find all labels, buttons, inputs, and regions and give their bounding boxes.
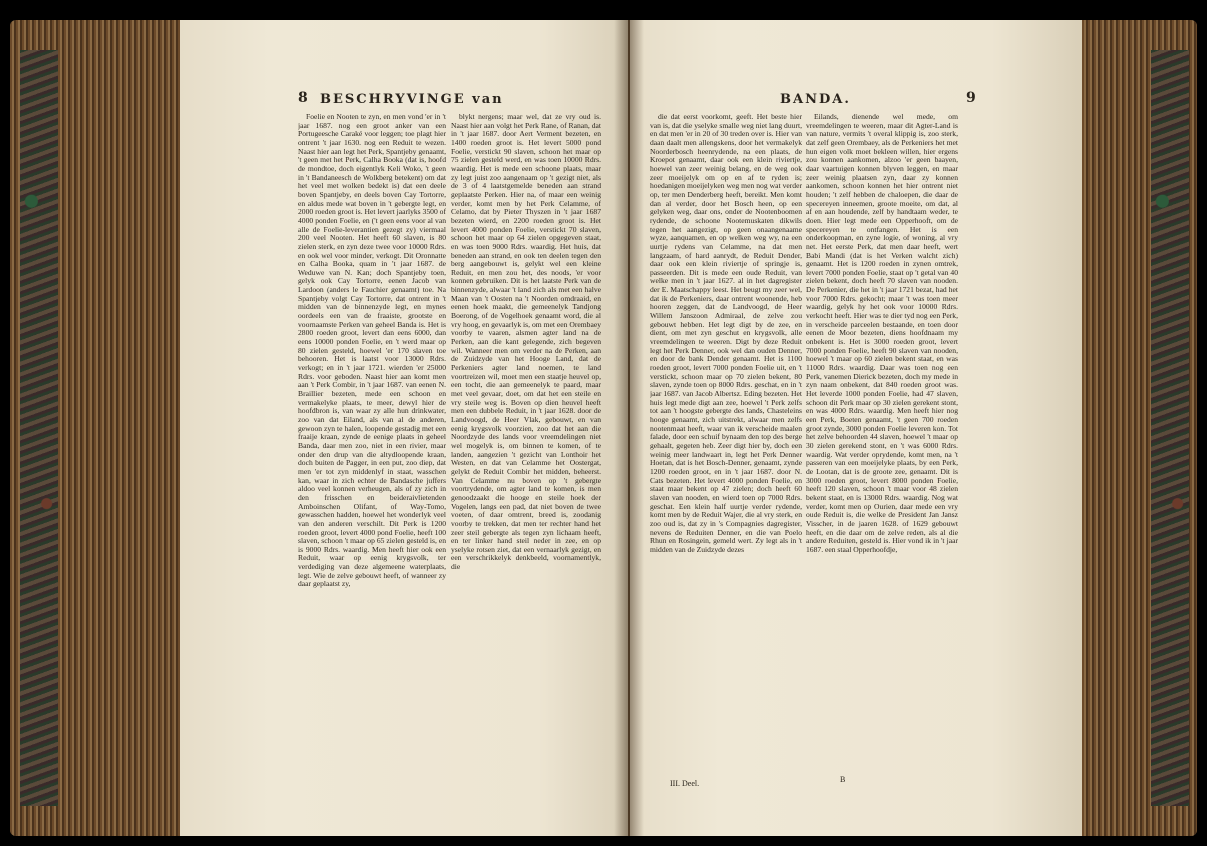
- text-column-2: [806, 113, 958, 778]
- column-text: blykt nergens; maar wel, dat ze vry oud is. Naast hier aan volgt het Perk Rane, of Ranan, dat in 't jaar 1687. door Aert Verment bezeten, en 1400 roeden groot is. Het levert 5000 pond Foelie, verstickt 90 slaven, schoon het maar op 75 zielen gesteld werd, en was toen 10000 Rdrs. waardig. Het is mede een schoone plaats, maar zy legt juist zoo aangenaam op 't gezigt niet, als de 3 of 4 laatstgemelde beneden aan strand geplaatste Perken. Hier na, of maar een weinig verder, komt men by het Perk Celamme, of Celamo, dat by Pieter Thyszen in 't jaar 1687 bezeten wierd, en 2200 roeden groot is. Het levert 4000 ponden Foelie, verstickt 70 slaven, schoon het maar op 64 zielen opgegeven staat, en was toen 9000 Rdrs. waardig. Het huis, dat beneden aan strand, en ook ten deelen tegen den berg aangebouwt is, gelykt wel een kleine Reduit, en men zou het, des noods, 'er voor konnen gebruiken. Dit is het laatste Perk van de binnenzyde, alwaar 't land zich als met een halve Maan van 't Oosten na 't Noorden omdraaid, en eenen hoek maakt, die gemeenelyk Tandjong Boerong, of de Vogelhoek genaamt word, die al vry hoog, en gevaarlyk is, om met een Orembaey voorby te vaaren, alsmen agter land na de Perken, aan die kant gelegende, zich begeven wil. Wanneer men om verder na de Perken, aan de Zuidzyde van het Hooge Land, dat de Perkeniers agter land noemen, te land voortreizen wil, moet men een staatje heuvel op, een tocht, die aan gemeenelyk te paard, maar met veel gevaar, doet, om dat het een steile en vry steile weg is. Boven op dien heuvel heeft men een dubbele Reduit, in 't jaar 1628. door de Landvoogd, de Heer Vlak, gebouwt, en van eenig krygsvolk voorzien, zoo dat het aan die Noordzyde des lands voor vreemdelingen niet wel mogelyk is, om binnen te komen, of te landen, aangezien 't gezicht van Lonthoir het Westen, en dat van Celamme het Oostergat, gelykt de Reduit Combir het midden, beheerst. Van Celamme nu boven op 't gebergte voortrydende, om agter land te komen, is men genoodzaakt die hooge en steile hoek der Vogelen, langs een pad, dat niet boven de twee voeten, of daar omtrent, breed is, zoodanig voorby te trekken, dat men ter rechter hand het zeer steil gebergte als tegen zyn lichaam heeft, en ter linker hand steil neder in zee, en op yselyke rotsen ziet, dat een vernaarlyk gezigt, en een verschrikkelyk denkbeeld, voornamentlyk, die: [451, 113, 601, 572]
- gathering-signature: B: [840, 775, 846, 784]
- right-page: [630, 20, 1082, 836]
- book-gutter: [614, 20, 644, 836]
- column-text: Foelie en Nooten te zyn, en men vond 'er in 't jaar 1687. nog een groot anker van een Portugeesche Caraké voor leggen; toe plagt hier ontrent 't jaar 1630. nog een Reduit te wezen. Naast hier aan legt het Perk, Spantjeby genaamt, 't geen met het Perk, Calha Booka (dat is, hoofd de mondtoe, doch eigentlyk Keli Woko, 't geen in 't Bandaneesch de Wolkberg betekent) om dat het veel met wolken bedekt is) dat een deele boven Spantjeby, en deels boven Cay Tortorre, en aldus mede wat boven in 't gebergte legt, en 2000 roeden groot is. Het levert jaarlyks 3500 of 4000 ponden Foelie, en ('t geen eens voor al van alle de Foelie-leverantien gezegt zy) viermaal 200 veel Nooten. Het heeft 60 slaven, is 80 zielen sterk, en zyn deze twee voor 10000 Rdrs. en ook wel voor minder, verkogt. Dit Oronnatte en Calha Booka, quam in 't jaar 1687. de Weduwe van N. Kan; doch Spantjeby toen, gelyk ook Cay Tortorre, eenen Jacob van Lardoon (anders le Fauchier genaamt) toe. Na Spantjeby volgt Cay Tortorre, dat ontrent in 't midden van de binnenzyde legt, en mynes oordeels een van de fraaiste, grootste en voornaamste Perken van geheel Banda is. Het is 2800 roeden groot, levert dan eens 6000, dan eens 10000 ponden Foelie, en 't werd maar op 80 zielen gesteld, hoewel 'er 170 slaven toe behooren. Het is laatst voor 13000 Rdrs. verkogt; en in 't jaar 1721. wierden 'er 25000 Rdrs. voor geboden. Naast hier aan komt men aan 't Perk Combir, in 't jaar 1687. van eenen N. Braillier bezeten, mede een schoon en vermakelyke plaats, te meer, dewyl hier de hoofdbron is, van waar zy alle hun drinkwater, zoo van dat Eiland, als van al de anderen, gewoon zyn te halen, loopende gestadig met een fraaije kraan, zynde de eenige plaats in geheel Banda, daar men zoo, niet in een rivier, maar onder den drup van die altydloopende kraan, doch buiten de Pagger, in een put, zoo diep, dat men 'er tot zyn middenlyf in staat, wasschen kan, waar in zich echter de Bandasche juffers aldoo veel konnen verheugen, als of zy zich in den frisschen en beideraivlietenden Amboinschen Olifant, of Way-Tomo, gewasschen hadden, hoewel het wonderlyk veel van den anderen verschilt. Dit Perk is 1200 roeden groot, levert 4000 pond Foelie, heeft 100 slaven, schoon 't maar op 65 zielen gesteld is, en is 9000 Rdrs. waardig. Men heeft hier ook een Reduit, waar op eenig krygsvolk, ter verdediging van deze algemeene waterplaats, legt. Wie de zelve gebouwt heeft, of wanneer zy daar geplaatst zy,: [298, 113, 446, 589]
- column-text: die dat eerst voorkomt, geeft. Het beste hier van is, dat die yselyke smalle weg niet lang duurt, en dat men 'er in 20 of 30 treden over is. Hier van daan daalt men allengskens, door het vermakelyk Noorderbosch heenrydende, na een plaats, de Kroepot genaamt, daar ook een klein riviertje, hoewel van zeer weinig belang, en de weg ook zeer moeijelyk om op en af te ryden is; hoedanigen moeijelyken weg men nog wat verder op, ter men Denderberg heeft, bereikt. Men komt dan al verder, door het Bosch heen, op een gelyken weg, daar ons, onder de Nootenboomen rydende, de schoone Nootemuskaten dikwils tegen het aangezigt, op geen onaangenaame wyze, aanquamen, en op welken weg wy, na een uurtje rydens van Celamme, na dat men langzaam, of hard aanrydt, de Reduit Dender, daar ook een klein riviertje of springje is, passeerden. Dit is mede een oude Reduit, van welke men in 't jaar 1627. al in het dagregister der E. Maatschappy leest. Het beugt my zeer wel, dat ik de Perkeniers, daar ontrent woonende, heb hooren zeggen, dat de Landvoogd, de Heer Willem Janszoon Admiraal, de zelve zou gebouwt hebben. Het legt digt by de zee, en dient, om met zyn geschut en krygsvolk, alle vreemdelingen te weeren. Digt by deze Reduit legt het Perk Denner, ook wel dan ouden Denner, en door de bank Dender genaamt. Het is 1100 roeden groot, levert 7000 ponden Foelie uit, en 't verstickt, schoon maar op 70 zielen bekent, 80 slaven, zynde toen op 8000 Rdrs. geschat, en in 't jaar 1687. van Jacob Albertsz. Eding bezeten. Het huis legt mede digt aan zee, hoewel 't Perk zelfs tot aan 't hoogste gebergte des lands, Chasteleins hooge genaamt, zich uitstrekt, alwaar men zelfs nootenmaat heeft, waar van ik verscheide maalen falade, door een schuif bynaam den top des berge gehaalt, gegeten heb. Zeer digt hier by, doch een weinig meer landwaart in, legt het Perk Denner Hoetan, dat is het Bosch-Denner, genaamt, zynde 1200 roeden groot, en in 't jaar 1687. door N. Cats bezeten. Het levert 4000 ponden Foelie, en staat maar bekent op 47 zielen; doch heeft 60 slaven van nooden, en wierd toen op 7000 Rdrs. geschat. Een klein half uurtje verder rydende, komt men by de Reduit Wajer, die al vry sterk, en zoo oud is, dat zy in 's Compagnies dagregister, nevens de Reduiten Denner, en die van Poelo Rhun en Rosingein, gemeld wert. Zy legt als in 't midden van de Zuidzyde dezes: [650, 113, 802, 554]
- column-text: Eilands, dienende wel mede, om vreemdelingen te weeren, maar dit Agter-Land is van nature, vermits 't overal klippig is, zoo sterk, dat zelf geen Orembaey, als de Perkeniers het met hun eigen volk moet bekleen willen, hier ergens zou konnen aankomen, alzoo 'er geen baayen, daar vaartuigen konnen blyven leggen, en maar zeer weinig plaatsen zyn, daar zy konnen aankomen, schoon konnen het hier ontrent niet houden; 't zelf hebben de chaloepen, die daar de specereyen inneemen, groote moeite, om dat, al af en aan houdende, zelf by handtaam weder, te doen. Hier legt mede een Opperhooft, om de specereyen te ontfangen. Het is een onderkoopman, en zyne logie, of woning, al vry net. Het eerste Perk, dat men daar heeft, wert Babi Mandi (dat is het Verken walcht zich) genaamt. Het is 1200 roeden in zynen omtrek, levert 7000 ponden Foelie, staat op 't getal van 40 zielen bekent, doch heeft 70 slaven van nooden. De Perkenier, die het in 't jaar 1721 bezat, had het voor 7000 Rdrs. gekocht; maar 't was toen meer waardig, gelyk hy het ook voor 10000 Rdrs. verkocht heeft. Hier was te dier tyd nog een Perk, in verscheide parceelen bestaande, en toen door eenen de Moor bezeten, diens hoofdnaam my onbekent is. Het is 3000 roeden groot, levert 7000 ponden Foelie, heeft 90 slaven van nooden, hoewel 't maar op 60 zielen bekent staat, en was 11000 Rdrs. waardig. Daar was toen nog een Perk, vanemen Dierick bezeten, doch my mede in zyn naam onbekent, dat 840 roeden groot was. Het leverde 1000 ponden Foelie, had 47 slaven, schoon dit Perk maar op 30 zielen gerekent stont, en was 4000 Rdrs. waardig. Men heeft hier nog een Perk, Boeten genaamt, 't geen 700 roeden groot zynde, 3000 ponden Foelie leveren kon. Tot het zelve behoorden 44 slaven, hoewel 't maar op 30 zielen gerekend stont, en 't was 6000 Rdrs. waardig. Wat verder oprydende, komt men, na 't passeren van een moeijelyke plaats, by een Perk, de Lootan, dat is de groote zee, genaamt. Dit is 3000 roeden groot, levert 8000 ponden Foelie, heeft 120 slaven, schoon 't maar voor 48 zielen bekent staat, en is 13000 Rdrs. waardig. Nog wat verder, komt men op Ourien, daar mede een vry oude Reduit is, die welke de President Jan Jansz Visscher, in de jaaren 1628. of 1629 gebouwt heeft, en die daar om de zelve reden, als al die andere Reduiten, gesteld is. Hier vond ik in 't jaar 1687. een staal Opperhoofdje,: [806, 113, 958, 554]
- running-head: BANDA.: [780, 92, 851, 107]
- left-page: [180, 20, 628, 836]
- text-column-1: [298, 113, 446, 796]
- running-head: BESCHRYVINGE van: [320, 92, 504, 107]
- volume-signature: III. Deel.: [670, 779, 700, 788]
- text-column-2: [451, 113, 601, 796]
- page-number: 8: [298, 90, 308, 106]
- marbled-edge-left: [20, 50, 58, 806]
- text-column-1: [650, 113, 802, 774]
- book-spread: [10, 20, 1197, 836]
- marbled-edge-right: [1151, 50, 1189, 806]
- page-number: 9: [966, 90, 976, 106]
